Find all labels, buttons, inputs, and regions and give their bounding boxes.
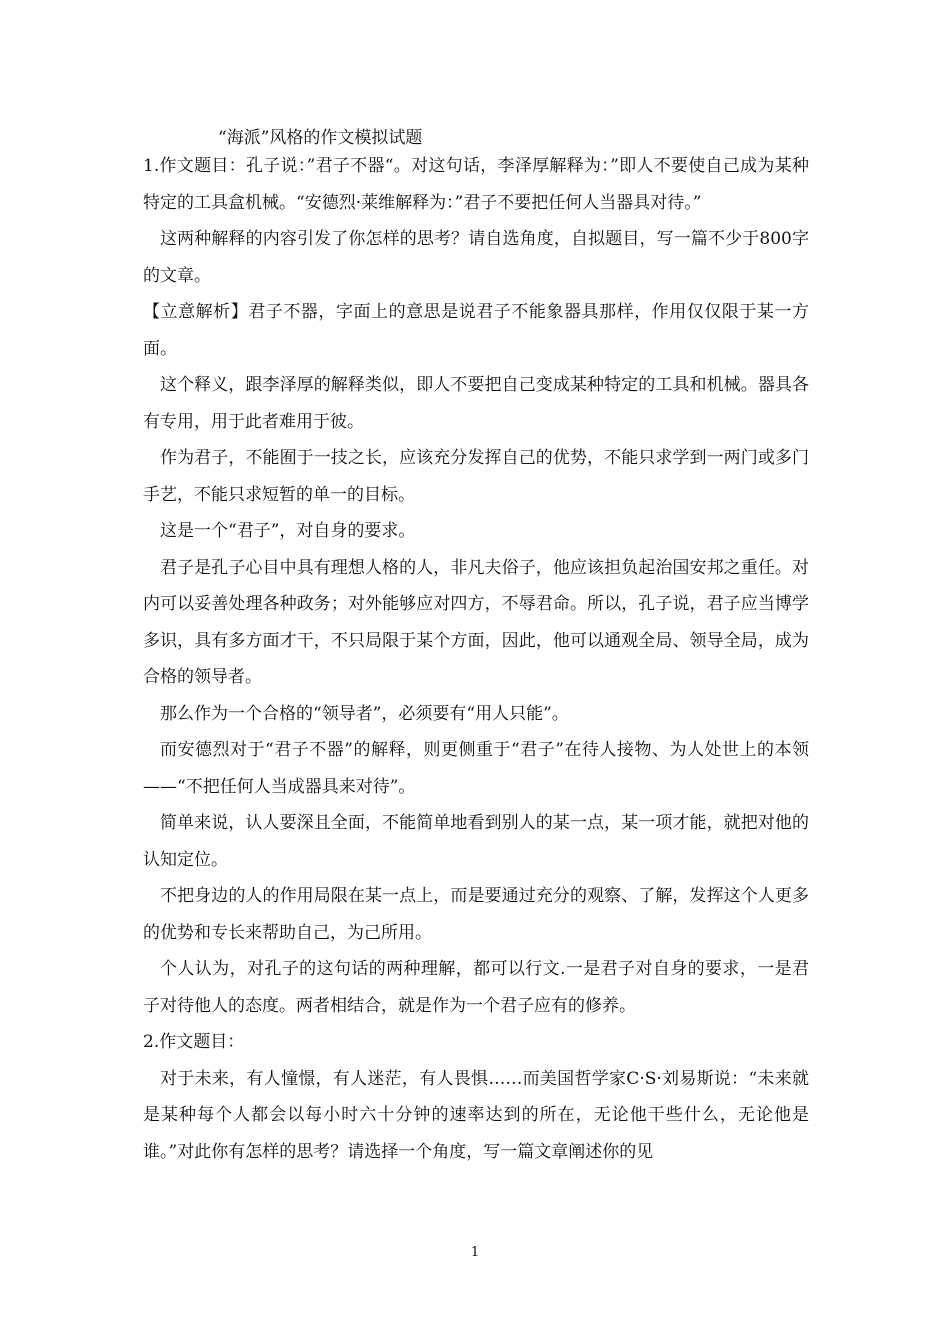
- paragraph-analysis: 简单来说，认人要深且全面，不能简单地看到别人的某一点，某一项才能，就把对他的认知定位。: [143, 813, 809, 870]
- document-body: [143, 148, 809, 1170]
- paragraph-analysis: 这个释义，跟李泽厚的解释类似，即人不要把自己变成某种特定的工具和机械。器具各有专用，用于此者难用于彼。: [143, 375, 809, 432]
- paragraph-analysis: 不把身边的人的作用局限在某一点上，而是要通过充分的观察、了解，发挥这个人更多的优势和专长来帮助自己，为己所用。: [143, 886, 809, 943]
- paragraph-analysis-heading: 【立意解析】君子不器，字面上的意思是说君子不能象器具那样，作用仅仅限于某一方面。: [143, 302, 809, 359]
- paragraph-analysis: 作为君子，不能囿于一技之长，应该充分发挥自己的优势，不能只求学到一两门或多门手艺，不能只求短暂的单一的目标。: [143, 448, 809, 505]
- page-number: 1: [470, 1245, 480, 1260]
- paragraph-analysis: 君子是孔子心目中具有理想人格的人，非凡夫俗子，他应该担负起治国安邦之重任。对内可以妥善处理各种政务；对外能够应对四方，不辱君命。所以，孔子说，君子应当博学多识，具有多方面才干，不只局限于某个方面，因此，他可以通观全局、领导全局，成为合格的领导者。: [143, 557, 809, 687]
- paragraph-analysis: 个人认为，对孔子的这句话的两种理解，都可以行文.一是君子对自身的要求，一是君子对待他人的态度。两者相结合，就是作为一个君子应有的修养。: [143, 959, 809, 1016]
- paragraph-analysis: 这是一个“君子”，对自身的要求。: [160, 521, 416, 541]
- paragraph-analysis: 那么作为一个合格的“领导者”，必须要有“用人只能”。: [160, 703, 569, 724]
- paragraph-question-2: 2.作文题目：: [143, 1032, 245, 1052]
- paragraph-prompt-1: 这两种解释的内容引发了你怎样的思考？请自选角度，自拟题目，写一篇不少于800字的文章。: [143, 229, 809, 286]
- document-title: “海派”风格的作文模拟试题: [218, 128, 423, 148]
- paragraph-question-1: 1.作文题目：孔子说：”君子不器“。对这句话，李泽厚解释为：”即人不要使自己成为某种特定的工具盒机械。“安德烈·莱维解释为：”君子不要把任何人当器具对待。”: [143, 156, 809, 213]
- paragraph-analysis: 而安德烈对于“君子不器”的解释，则更侧重于“君子”在待人接物、为人处世上的本领——“不把任何人当成器具来对待”。: [143, 740, 809, 797]
- paragraph-prompt-2: 对于未来，有人憧憬，有人迷茫，有人畏惧……而美国哲学家C·S·刘易斯说：“未来就是某种每个人都会以每小时六十分钟的速率达到的所在，无论他干些什么，无论他是谁。”对此你有怎样的思考？请选择一个角度，写一篇文章阐述你的见: [143, 1068, 809, 1162]
